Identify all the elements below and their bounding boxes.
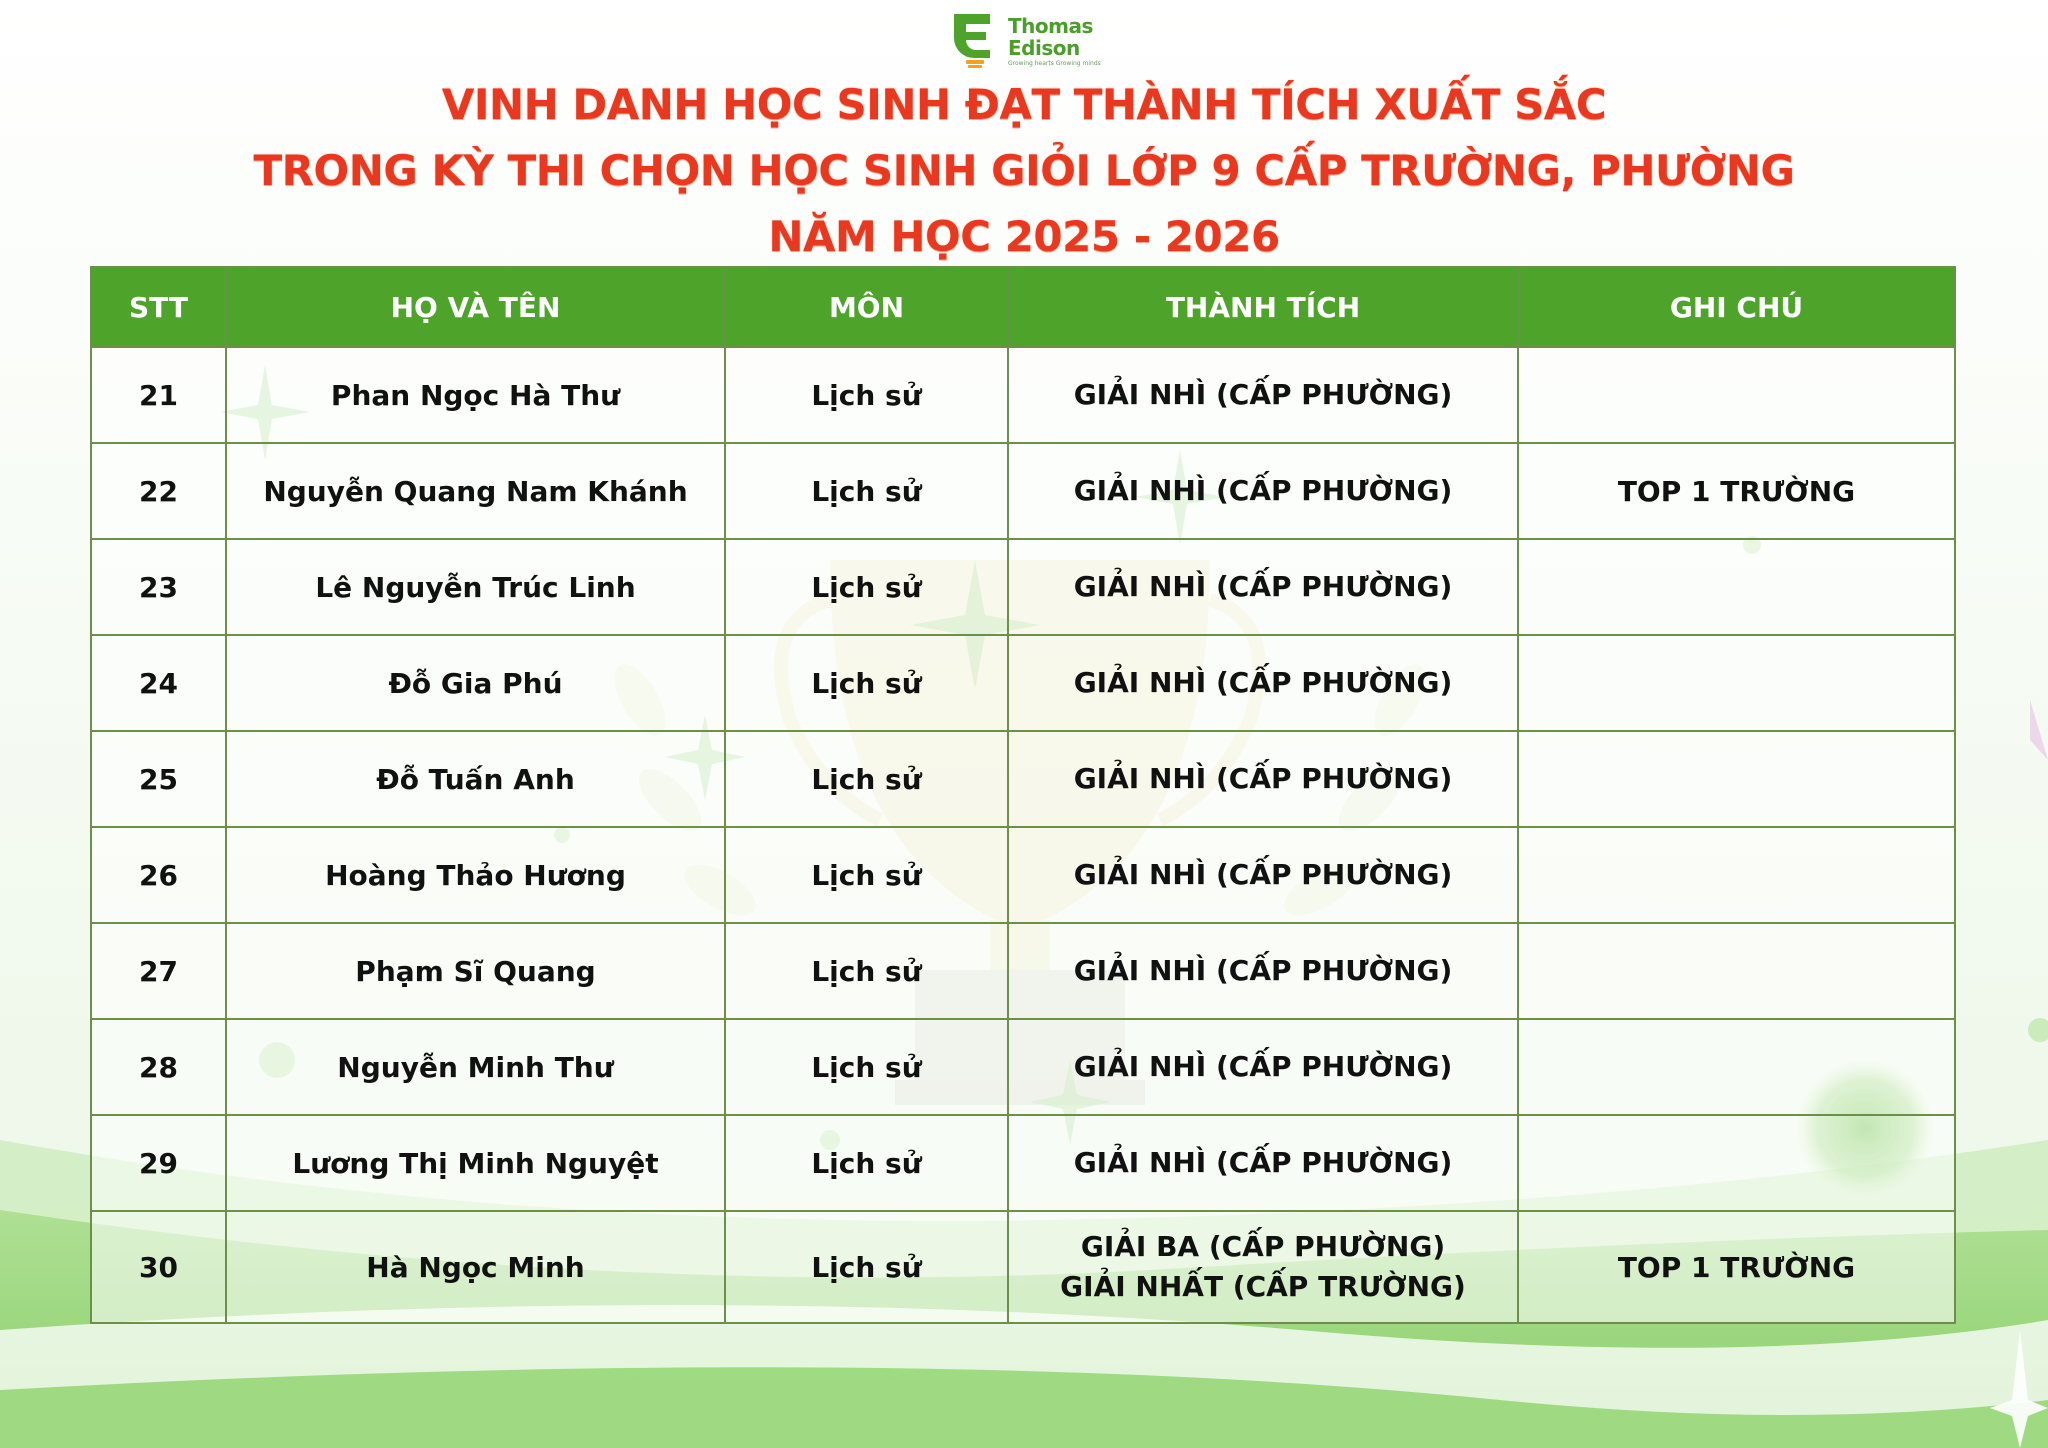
cell-stt: 30 — [91, 1211, 226, 1323]
cell-name: Lương Thị Minh Nguyệt — [226, 1115, 725, 1211]
cell-stt: 25 — [91, 731, 226, 827]
title-line-1: VINH DANH HỌC SINH ĐẠT THÀNH TÍCH XUẤT SẮC — [441, 80, 1607, 129]
cell-achievement — [1008, 539, 1518, 635]
cell-subject: Lịch sử — [725, 827, 1008, 923]
cell-note: TOP 1 TRƯỜNG — [1518, 1211, 1955, 1323]
achievement-line: GIẢI NHÌ (CẤP PHƯỜNG) — [1073, 474, 1453, 507]
achievement-line: GIẢI NHÌ (CẤP PHƯỜNG) — [1073, 762, 1453, 795]
cell-subject: Lịch sử — [725, 347, 1008, 443]
cell-subject: Lịch sử — [725, 923, 1008, 1019]
cell-note — [1518, 1019, 1955, 1115]
cell-name: Hoàng Thảo Hương — [226, 827, 725, 923]
table-row — [91, 635, 1955, 731]
cell-subject: Lịch sử — [725, 1019, 1008, 1115]
header-note: GHI CHÚ — [1518, 267, 1955, 347]
achievement-line: GIẢI NHÌ (CẤP PHƯỜNG) — [1073, 378, 1453, 411]
achievement-line: GIẢI NHÌ (CẤP PHƯỜNG) — [1073, 1146, 1453, 1179]
table-body — [91, 347, 1955, 1323]
cell-stt: 21 — [91, 347, 226, 443]
cell-name: Đỗ Gia Phú — [226, 635, 725, 731]
cell-note — [1518, 923, 1955, 1019]
achievement-line: GIẢI NHÌ (CẤP PHƯỜNG) — [1073, 858, 1453, 891]
cell-achievement — [1008, 635, 1518, 731]
table-row — [91, 923, 1955, 1019]
table-row — [91, 1115, 1955, 1211]
cell-name: Hà Ngọc Minh — [226, 1211, 725, 1323]
cell-name: Lê Nguyễn Trúc Linh — [226, 539, 725, 635]
cell-achievement — [1008, 923, 1518, 1019]
honor-table-container — [90, 266, 1954, 1324]
cell-subject: Lịch sử — [725, 635, 1008, 731]
cell-stt: 22 — [91, 443, 226, 539]
cell-note — [1518, 539, 1955, 635]
cell-name: Nguyễn Quang Nam Khánh — [226, 443, 725, 539]
cell-note — [1518, 347, 1955, 443]
cell-note — [1518, 1115, 1955, 1211]
cell-stt: 28 — [91, 1019, 226, 1115]
achievement-line: GIẢI NHẤT (CẤP TRƯỜNG) — [1060, 1270, 1466, 1303]
cell-achievement — [1008, 827, 1518, 923]
header-subject: MÔN — [725, 267, 1008, 347]
cell-achievement — [1008, 443, 1518, 539]
cell-note — [1518, 731, 1955, 827]
header-achievement: THÀNH TÍCH — [1008, 267, 1518, 347]
cell-subject: Lịch sử — [725, 731, 1008, 827]
cell-name: Nguyễn Minh Thư — [226, 1019, 725, 1115]
cell-achievement — [1008, 1115, 1518, 1211]
header-name: HỌ VÀ TÊN — [226, 267, 725, 347]
page-title — [0, 72, 2048, 270]
achievement-line: GIẢI NHÌ (CẤP PHƯỜNG) — [1073, 666, 1453, 699]
achievement-line: GIẢI NHÌ (CẤP PHƯỜNG) — [1073, 1050, 1453, 1083]
cell-stt: 29 — [91, 1115, 226, 1211]
cell-note — [1518, 635, 1955, 731]
cell-stt: 27 — [91, 923, 226, 1019]
cell-stt: 26 — [91, 827, 226, 923]
achievement-line: GIẢI BA (CẤP PHƯỜNG) — [1080, 1230, 1446, 1263]
table-header-row — [91, 267, 1955, 347]
table-row — [91, 827, 1955, 923]
honor-table — [90, 266, 1956, 1324]
title-line-2: TRONG KỲ THI CHỌN HỌC SINH GIỎI LỚP 9 CẤP TRƯỜNG, PHƯỜNG — [253, 146, 1795, 195]
logo-tagline: Growing hearts Growing minds — [1008, 60, 1101, 67]
logo-mark-icon — [946, 10, 1004, 68]
cell-subject: Lịch sử — [725, 443, 1008, 539]
cell-note: TOP 1 TRƯỜNG — [1518, 443, 1955, 539]
logo-name-line1: Thomas — [1008, 14, 1093, 38]
achievement-line: GIẢI NHÌ (CẤP PHƯỜNG) — [1073, 954, 1453, 987]
cell-subject: Lịch sử — [725, 539, 1008, 635]
school-logo — [946, 10, 1106, 72]
achievement-line: GIẢI NHÌ (CẤP PHƯỜNG) — [1073, 570, 1453, 603]
table-row — [91, 731, 1955, 827]
cell-name: Phạm Sĩ Quang — [226, 923, 725, 1019]
table-row — [91, 539, 1955, 635]
table-row — [91, 347, 1955, 443]
cell-subject: Lịch sử — [725, 1115, 1008, 1211]
logo-name-line2: Edison — [1008, 36, 1080, 60]
cell-stt: 24 — [91, 635, 226, 731]
table-row — [91, 1019, 1955, 1115]
cell-name: Phan Ngọc Hà Thư — [226, 347, 725, 443]
table-row — [91, 1211, 1955, 1323]
cell-achievement — [1008, 347, 1518, 443]
table-row — [91, 443, 1955, 539]
cell-achievement — [1008, 1019, 1518, 1115]
cell-subject: Lịch sử — [725, 1211, 1008, 1323]
cell-achievement — [1008, 1211, 1518, 1323]
cell-stt: 23 — [91, 539, 226, 635]
cell-name: Đỗ Tuấn Anh — [226, 731, 725, 827]
title-line-3: NĂM HỌC 2025 - 2026 — [768, 212, 1280, 261]
header-stt: STT — [91, 267, 226, 347]
cell-achievement — [1008, 731, 1518, 827]
cell-note — [1518, 827, 1955, 923]
